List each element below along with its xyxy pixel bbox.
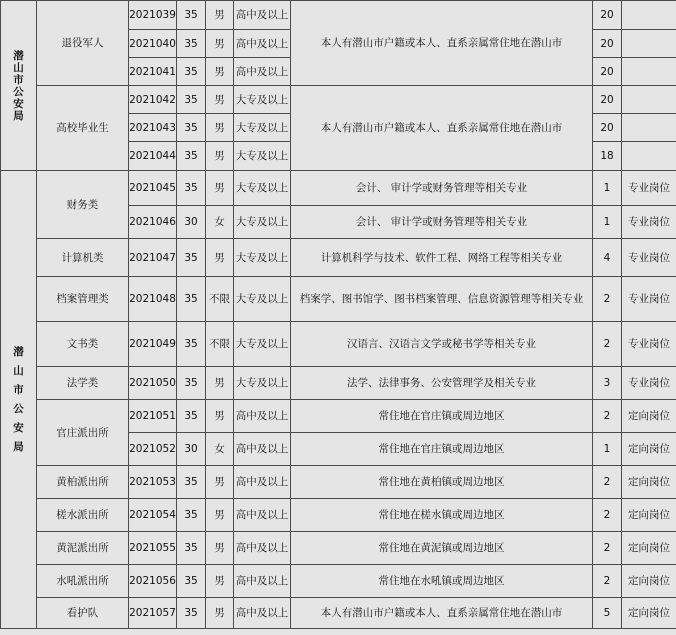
education-cell[interactable]: 大专及以上	[234, 322, 291, 367]
education-cell[interactable]: 大专及以上	[234, 239, 291, 277]
age-cell[interactable]: 30	[177, 206, 206, 239]
org-char: 潜	[13, 49, 24, 62]
gender-cell[interactable]: 男	[206, 1, 234, 30]
education-cell[interactable]: 大专及以上	[234, 142, 291, 171]
table-row	[1, 598, 676, 629]
requirement-cell[interactable]: 常住地在官庄镇或周边地区	[291, 433, 593, 466]
type-cell[interactable]: 定向岗位	[622, 466, 676, 499]
education-cell[interactable]: 大专及以上	[234, 86, 291, 114]
code-cell[interactable]: 2021052	[129, 433, 177, 466]
education-cell[interactable]: 高中及以上	[234, 400, 291, 433]
education-cell[interactable]: 高中及以上	[234, 598, 291, 629]
gender-cell[interactable]: 男	[206, 171, 234, 206]
table-row	[1, 400, 676, 433]
age-cell[interactable]: 35	[177, 30, 206, 58]
count-cell[interactable]: 1	[593, 171, 622, 206]
education-cell[interactable]: 高中及以上	[234, 1, 291, 30]
table-row	[1, 171, 676, 206]
count-cell[interactable]: 4	[593, 239, 622, 277]
age-cell[interactable]: 35	[177, 142, 206, 171]
age-cell[interactable]: 35	[177, 565, 206, 598]
education-cell[interactable]: 高中及以上	[234, 58, 291, 86]
code-cell[interactable]: 2021050	[129, 367, 177, 400]
type-cell[interactable]: 专业岗位	[622, 367, 676, 400]
table-row	[1, 532, 676, 565]
requirement-cell[interactable]: 本人有潜山市户籍或本人、直系亲属常住地在潜山市	[291, 1, 593, 86]
age-cell[interactable]: 35	[177, 598, 206, 629]
code-cell[interactable]: 2021039	[129, 1, 177, 30]
gender-cell[interactable]: 男	[206, 400, 234, 433]
count-cell[interactable]: 20	[593, 58, 622, 86]
education-cell[interactable]: 大专及以上	[234, 367, 291, 400]
gender-cell[interactable]: 不限	[206, 322, 234, 367]
table-row	[1, 1, 676, 30]
org-char: 市	[13, 73, 24, 86]
category-cell[interactable]: 黄柏派出所	[37, 466, 129, 499]
code-cell[interactable]: 2021044	[129, 142, 177, 171]
org-char: 安	[13, 422, 24, 434]
category-cell[interactable]: 计算机类	[37, 239, 129, 277]
education-cell[interactable]: 高中及以上	[234, 30, 291, 58]
type-cell[interactable]: 专业岗位	[622, 277, 676, 322]
category-cell[interactable]: 黄泥派出所	[37, 532, 129, 565]
table-row	[1, 86, 676, 114]
org-char: 公	[13, 403, 24, 415]
requirement-cell[interactable]: 会计、 审计学或财务管理等相关专业	[291, 206, 593, 239]
education-cell[interactable]: 高中及以上	[234, 565, 291, 598]
category-cell[interactable]: 看护队	[37, 598, 129, 629]
org-cell[interactable]	[1, 171, 37, 629]
count-cell[interactable]: 20	[593, 114, 622, 142]
gender-cell[interactable]: 男	[206, 114, 234, 142]
education-cell[interactable]: 大专及以上	[234, 114, 291, 142]
org-char: 公	[13, 85, 24, 98]
requirement-cell[interactable]: 常住地在槎水镇或周边地区	[291, 499, 593, 532]
requirement-cell[interactable]: 法学、法律事务、公安管理学及相关专业	[291, 367, 593, 400]
org-char: 局	[13, 441, 24, 453]
gender-cell[interactable]: 男	[206, 142, 234, 171]
requirement-cell[interactable]: 计算机科学与技术、软件工程、网络工程等相关专业	[291, 239, 593, 277]
age-cell[interactable]: 35	[177, 466, 206, 499]
org-char: 山	[13, 61, 24, 74]
code-cell[interactable]: 2021048	[129, 277, 177, 322]
type-cell[interactable]: 定向岗位	[622, 499, 676, 532]
code-cell[interactable]: 2021047	[129, 239, 177, 277]
count-cell[interactable]: 1	[593, 433, 622, 466]
requirement-cell[interactable]: 汉语言、汉语言文学或秘书学等相关专业	[291, 322, 593, 367]
requirement-cell[interactable]: 常住地在官庄镇或周边地区	[291, 400, 593, 433]
category-cell[interactable]: 槎水派出所	[37, 499, 129, 532]
table-row	[1, 565, 676, 598]
org-char: 市	[13, 384, 24, 396]
category-cell[interactable]: 财务类	[37, 171, 129, 239]
count-cell[interactable]: 20	[593, 1, 622, 30]
table-row	[1, 322, 676, 367]
gender-cell[interactable]: 男	[206, 598, 234, 629]
count-cell[interactable]: 2	[593, 532, 622, 565]
requirement-cell[interactable]: 本人有潜山市户籍或本人、直系亲属常住地在潜山市	[291, 598, 593, 629]
education-cell[interactable]: 高中及以上	[234, 532, 291, 565]
count-cell[interactable]: 3	[593, 367, 622, 400]
table-row	[1, 239, 676, 277]
age-cell[interactable]: 35	[177, 58, 206, 86]
category-cell[interactable]: 档案管理类	[37, 277, 129, 322]
education-cell[interactable]: 大专及以上	[234, 206, 291, 239]
education-cell[interactable]: 高中及以上	[234, 466, 291, 499]
type-cell[interactable]: 专业岗位	[622, 171, 676, 206]
code-cell[interactable]: 2021056	[129, 565, 177, 598]
code-cell[interactable]: 2021040	[129, 30, 177, 58]
education-cell[interactable]: 大专及以上	[234, 171, 291, 206]
code-cell[interactable]: 2021049	[129, 322, 177, 367]
gender-cell[interactable]: 不限	[206, 277, 234, 322]
count-cell[interactable]: 2	[593, 322, 622, 367]
type-cell[interactable]	[622, 86, 676, 114]
count-cell[interactable]: 2	[593, 277, 622, 322]
age-cell[interactable]: 35	[177, 114, 206, 142]
type-cell[interactable]	[622, 142, 676, 171]
gender-cell[interactable]: 男	[206, 367, 234, 400]
requirement-cell[interactable]: 常住地在黄泥镇或周边地区	[291, 532, 593, 565]
code-cell[interactable]: 2021054	[129, 499, 177, 532]
requirement-cell[interactable]: 档案学、图书馆学、图书档案管理、信息资源管理等相关专业	[291, 277, 593, 322]
type-cell[interactable]: 定向岗位	[622, 565, 676, 598]
count-cell[interactable]: 2	[593, 565, 622, 598]
table-row	[1, 466, 676, 499]
age-cell[interactable]: 35	[177, 499, 206, 532]
table-row	[1, 277, 676, 322]
count-cell[interactable]: 1	[593, 206, 622, 239]
age-cell[interactable]: 35	[177, 367, 206, 400]
count-cell[interactable]: 2	[593, 499, 622, 532]
code-cell[interactable]: 2021042	[129, 86, 177, 114]
requirement-cell[interactable]: 本人有潜山市户籍或本人、直系亲属常住地在潜山市	[291, 86, 593, 171]
type-cell[interactable]: 定向岗位	[622, 400, 676, 433]
code-cell[interactable]: 2021051	[129, 400, 177, 433]
type-cell[interactable]: 定向岗位	[622, 532, 676, 565]
org-cell[interactable]	[1, 1, 37, 171]
age-cell[interactable]: 35	[177, 322, 206, 367]
org-char: 安	[13, 97, 24, 110]
category-cell[interactable]: 高校毕业生	[37, 86, 129, 171]
gender-cell[interactable]: 男	[206, 239, 234, 277]
type-cell[interactable]	[622, 58, 676, 86]
type-cell[interactable]	[622, 114, 676, 142]
category-cell[interactable]: 文书类	[37, 322, 129, 367]
gender-cell[interactable]: 男	[206, 58, 234, 86]
gender-cell[interactable]: 男	[206, 30, 234, 58]
type-cell[interactable]: 定向岗位	[622, 598, 676, 629]
table-row	[1, 367, 676, 400]
type-cell[interactable]: 专业岗位	[622, 206, 676, 239]
type-cell[interactable]	[622, 30, 676, 58]
requirement-cell[interactable]: 会计、 审计学或财务管理等相关专业	[291, 171, 593, 206]
code-cell[interactable]: 2021045	[129, 171, 177, 206]
code-cell[interactable]: 2021043	[129, 114, 177, 142]
count-cell[interactable]: 2	[593, 466, 622, 499]
type-cell[interactable]	[622, 1, 676, 30]
code-cell[interactable]: 2021057	[129, 598, 177, 629]
age-cell[interactable]: 35	[177, 277, 206, 322]
gender-cell[interactable]: 女	[206, 433, 234, 466]
count-cell[interactable]: 20	[593, 30, 622, 58]
age-cell[interactable]: 35	[177, 532, 206, 565]
gender-cell[interactable]: 男	[206, 86, 234, 114]
type-cell[interactable]: 定向岗位	[622, 433, 676, 466]
org-char: 局	[13, 109, 24, 122]
code-cell[interactable]: 2021053	[129, 466, 177, 499]
category-cell[interactable]: 法学类	[37, 367, 129, 400]
requirement-cell[interactable]: 常住地在黄柏镇或周边地区	[291, 466, 593, 499]
age-cell[interactable]: 35	[177, 1, 206, 30]
age-cell[interactable]: 35	[177, 400, 206, 433]
count-cell[interactable]: 5	[593, 598, 622, 629]
category-cell[interactable]: 水吼派出所	[37, 565, 129, 598]
org-char: 潜	[13, 346, 24, 358]
gender-cell[interactable]: 男	[206, 532, 234, 565]
org-char: 山	[13, 365, 24, 377]
age-cell[interactable]: 35	[177, 171, 206, 206]
age-cell[interactable]: 35	[177, 239, 206, 277]
age-cell[interactable]: 30	[177, 433, 206, 466]
education-cell[interactable]: 大专及以上	[234, 277, 291, 322]
gender-cell[interactable]: 男	[206, 466, 234, 499]
count-cell[interactable]: 18	[593, 142, 622, 171]
gender-cell[interactable]: 男	[206, 499, 234, 532]
type-cell[interactable]: 专业岗位	[622, 239, 676, 277]
type-cell[interactable]: 专业岗位	[622, 322, 676, 367]
education-cell[interactable]: 高中及以上	[234, 433, 291, 466]
category-cell[interactable]: 退役军人	[37, 1, 129, 86]
gender-cell[interactable]: 男	[206, 565, 234, 598]
category-cell[interactable]: 官庄派出所	[37, 400, 129, 466]
education-cell[interactable]: 高中及以上	[234, 499, 291, 532]
gender-cell[interactable]: 女	[206, 206, 234, 239]
code-cell[interactable]: 2021041	[129, 58, 177, 86]
count-cell[interactable]: 20	[593, 86, 622, 114]
requirement-cell[interactable]: 常住地在水吼镇或周边地区	[291, 565, 593, 598]
code-cell[interactable]: 2021046	[129, 206, 177, 239]
age-cell[interactable]: 35	[177, 86, 206, 114]
table-row	[1, 499, 676, 532]
code-cell[interactable]: 2021055	[129, 532, 177, 565]
count-cell[interactable]: 2	[593, 400, 622, 433]
